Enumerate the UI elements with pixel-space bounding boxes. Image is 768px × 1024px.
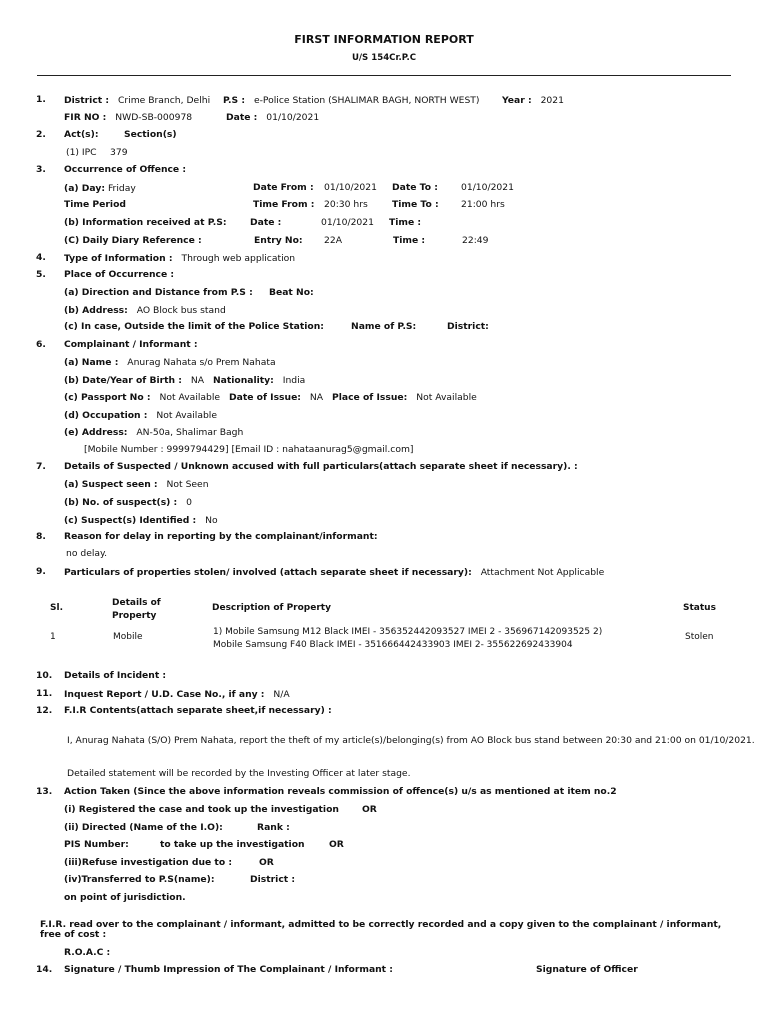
jurisdiction-label: on point of jurisdiction.	[64, 892, 186, 903]
place-issue-label: Place of Issue:	[332, 392, 408, 403]
info-date-label: Date :	[250, 217, 282, 228]
place-issue-value: Not Available	[416, 392, 477, 403]
complainant-address-row	[64, 426, 243, 440]
info-date-value: 01/10/2021	[321, 217, 374, 228]
section-number: 4.	[36, 252, 46, 263]
day-label: (a) Day:	[64, 183, 106, 194]
cell-sl: 1	[50, 632, 56, 642]
occurrence-label: Occurrence of Offence :	[64, 164, 187, 175]
report-subtitle: U/S 154Cr.P.C	[351, 53, 417, 63]
passport-row	[64, 391, 477, 405]
outside-limit-label: (c) In case, Outside the limit of the Police Station:	[64, 321, 324, 332]
delay-reason-value: no delay.	[66, 548, 108, 559]
place-address-row	[64, 304, 226, 318]
section-number: 7.	[36, 461, 46, 472]
police-station-row	[223, 94, 480, 108]
section-number: 6.	[36, 339, 46, 350]
or-label: OR	[362, 804, 377, 815]
complainant-signature-label: Signature / Thumb Impression of The Complainant / Informant :	[64, 964, 393, 975]
time-to-value: 21:00 hrs	[461, 199, 505, 210]
occupation-label: (d) Occupation :	[64, 410, 148, 421]
suspect-details-label: Details of Suspected / Unknown accused with full particulars(attach separate sheet if necessary). :	[64, 461, 578, 472]
time-period-label: Time Period	[64, 199, 126, 210]
cell-description-line2: Mobile Samsung F40 Black IMEI - 351666442433903 IMEI 2- 355622692433904	[213, 640, 573, 650]
direction-label: (a) Direction and Distance from P.S :	[64, 287, 253, 298]
cell-details: Mobile	[113, 632, 143, 642]
name-ps-label: Name of P.S:	[351, 321, 417, 332]
place-address-value: AO Block bus stand	[136, 305, 226, 316]
ps-label: P.S :	[223, 95, 246, 106]
outside-district-label: District:	[447, 321, 489, 332]
suspect-identified-row	[64, 514, 218, 528]
inquest-value: N/A	[273, 689, 290, 700]
day-row	[64, 182, 136, 196]
section-number: 12.	[36, 705, 53, 716]
pis-label: PIS Number:	[64, 839, 129, 850]
birth-row	[64, 374, 305, 388]
issue-date-label: Date of Issue:	[229, 392, 301, 403]
complainant-address-label: (e) Address:	[64, 427, 128, 438]
date-to-value: 01/10/2021	[461, 182, 514, 193]
fir-contents-text: I, Anurag Nahata (S/O) Prem Nahata, report the theft of my article(s)/belonging(s) from AO Block bus stand between 20:30 and 21:00 on 01/10/2021.	[67, 735, 755, 746]
occupation-row	[64, 409, 217, 423]
section-value: 379	[110, 147, 128, 158]
properties-label: Particulars of properties stolen/ involved (attach separate sheet if necessary):	[64, 567, 472, 578]
beat-label: Beat No:	[269, 287, 314, 298]
properties-value: Attachment Not Applicable	[480, 567, 605, 578]
roac-label: R.O.A.C :	[64, 947, 111, 958]
fir-number-row	[64, 111, 192, 125]
diary-time-value: 22:49	[462, 235, 489, 246]
section-number: 11.	[36, 688, 53, 699]
diary-reference-label: (C) Daily Diary Reference :	[64, 235, 202, 246]
issue-date-value: NA	[309, 392, 324, 403]
nationality-value: India	[282, 375, 306, 386]
fir-value: NWD-SB-000978	[115, 112, 193, 123]
complainant-address-value: AN-50a, Shalimar Bagh	[136, 427, 244, 438]
suspect-seen-value: Not Seen	[166, 479, 209, 490]
incident-label: Details of Incident :	[64, 670, 167, 681]
district-value: Crime Branch, Delhi	[117, 95, 211, 106]
day-value: Friday	[107, 183, 136, 194]
year-value: 2021	[540, 95, 564, 106]
entry-value: 22A	[324, 235, 342, 246]
info-type-row	[64, 252, 295, 266]
th-details-line1: Details of	[112, 598, 161, 608]
info-type-label: Type of Information :	[64, 253, 173, 264]
date-from-value: 01/10/2021	[324, 182, 377, 193]
nationality-label: Nationality:	[212, 375, 274, 386]
section-number: 1.	[36, 94, 46, 105]
suspect-identified-label: (c) Suspect(s) Identified :	[64, 515, 197, 526]
info-received-label: (b) Information received at P.S:	[64, 217, 227, 228]
cell-status: Stolen	[685, 632, 714, 642]
th-details-line2: Property	[112, 611, 157, 621]
or-label: OR	[259, 857, 274, 868]
time-from-value: 20:30 hrs	[324, 199, 368, 210]
rank-label: Rank :	[257, 822, 290, 833]
header-divider	[37, 75, 731, 76]
section-number: 9.	[36, 566, 46, 577]
action-taken-label: Action Taken (Since the above information reveals commission of offence(s) u/s as mentioned at item no.2	[64, 786, 617, 797]
th-description: Description of Property	[212, 603, 331, 613]
dob-label: (b) Date/Year of Birth :	[64, 375, 182, 386]
district-row	[64, 94, 210, 108]
contact-details: [Mobile Number : 9999794429] [Email ID : nahataanurag5@gmail.com]	[84, 444, 414, 455]
occupation-value: Not Available	[156, 410, 217, 421]
diary-time-label: Time :	[393, 235, 426, 246]
time-to-label: Time To :	[392, 199, 439, 210]
transfer-district-label: District :	[250, 874, 296, 885]
complainant-name-value: Anurag Nahata s/o Prem Nahata	[127, 357, 276, 368]
sections-label: Section(s)	[124, 129, 177, 140]
date-to-label: Date To :	[392, 182, 438, 193]
acts-label: Act(s):	[64, 129, 99, 140]
info-type-value: Through web application	[181, 253, 296, 264]
complainant-name-label: (a) Name :	[64, 357, 119, 368]
free-of-cost: free of cost :	[40, 929, 107, 940]
place-address-label: (b) Address:	[64, 305, 128, 316]
section-number: 10.	[36, 670, 53, 681]
section-number: 5.	[36, 269, 46, 280]
suspect-identified-value: No	[205, 515, 218, 526]
action-registered: (i) Registered the case and took up the investigation	[64, 804, 339, 815]
read-over-statement: F.I.R. read over to the complainant / informant, admitted to be correctly recorded and a copy given to the complainant / informant,	[40, 919, 722, 930]
or-label: OR	[329, 839, 344, 850]
th-sl: Sl.	[50, 603, 63, 613]
action-refused: (iii)Refuse investigation due to :	[64, 857, 232, 868]
act-value: (1) IPC	[66, 147, 97, 158]
inquest-row	[64, 688, 290, 702]
section-number: 2.	[36, 129, 46, 140]
year-row	[502, 94, 564, 108]
ps-value: e-Police Station (SHALIMAR BAGH, NORTH WEST)	[253, 95, 480, 106]
fir-date-row	[226, 111, 319, 125]
complainant-label: Complainant / Informant :	[64, 339, 198, 350]
section-number: 14.	[36, 964, 53, 975]
year-label: Year :	[502, 95, 532, 106]
passport-label: (c) Passport No :	[64, 392, 151, 403]
district-label: District :	[64, 95, 110, 106]
inquest-label: Inquest Report / U.D. Case No., if any :	[64, 689, 265, 700]
section-number: 3.	[36, 164, 46, 175]
complainant-name-row	[64, 356, 276, 370]
action-directed: (ii) Directed (Name of the I.O):	[64, 822, 223, 833]
cell-description-line1: 1) Mobile Samsung M12 Black IMEI - 356352442093527 IMEI 2 - 356967142093525 2)	[213, 627, 603, 637]
suspect-count-value: 0	[186, 497, 193, 508]
action-transferred: (iv)Transferred to P.S(name):	[64, 874, 215, 885]
take-up-label: to take up the investigation	[160, 839, 305, 850]
fir-date-label: Date :	[226, 112, 258, 123]
place-label: Place of Occurrence :	[64, 269, 175, 280]
suspect-seen-row	[64, 478, 209, 492]
suspect-count-row	[64, 496, 192, 510]
passport-value: Not Available	[159, 392, 221, 403]
section-number: 8.	[36, 531, 46, 542]
delay-reason-label: Reason for delay in reporting by the complainant/informant:	[64, 531, 378, 542]
date-from-label: Date From :	[253, 182, 314, 193]
suspect-seen-label: (a) Suspect seen :	[64, 479, 158, 490]
th-status: Status	[683, 603, 716, 613]
dob-value: NA	[190, 375, 205, 386]
report-title: FIRST INFORMATION REPORT	[294, 33, 474, 46]
info-time-label: Time :	[389, 217, 422, 228]
time-from-label: Time From :	[253, 199, 315, 210]
section-number: 13.	[36, 786, 53, 797]
properties-row	[64, 566, 604, 580]
entry-label: Entry No:	[254, 235, 303, 246]
officer-signature-label: Signature of Officer	[536, 964, 638, 975]
fir-label: FIR NO :	[64, 112, 107, 123]
fir-date-value: 01/10/2021	[266, 112, 320, 123]
fir-contents-label: F.I.R Contents(attach separate sheet,if necessary) :	[64, 705, 332, 716]
suspect-count-label: (b) No. of suspect(s) :	[64, 497, 178, 508]
statement-note: Detailed statement will be recorded by the Investing Officer at later stage.	[67, 768, 411, 779]
